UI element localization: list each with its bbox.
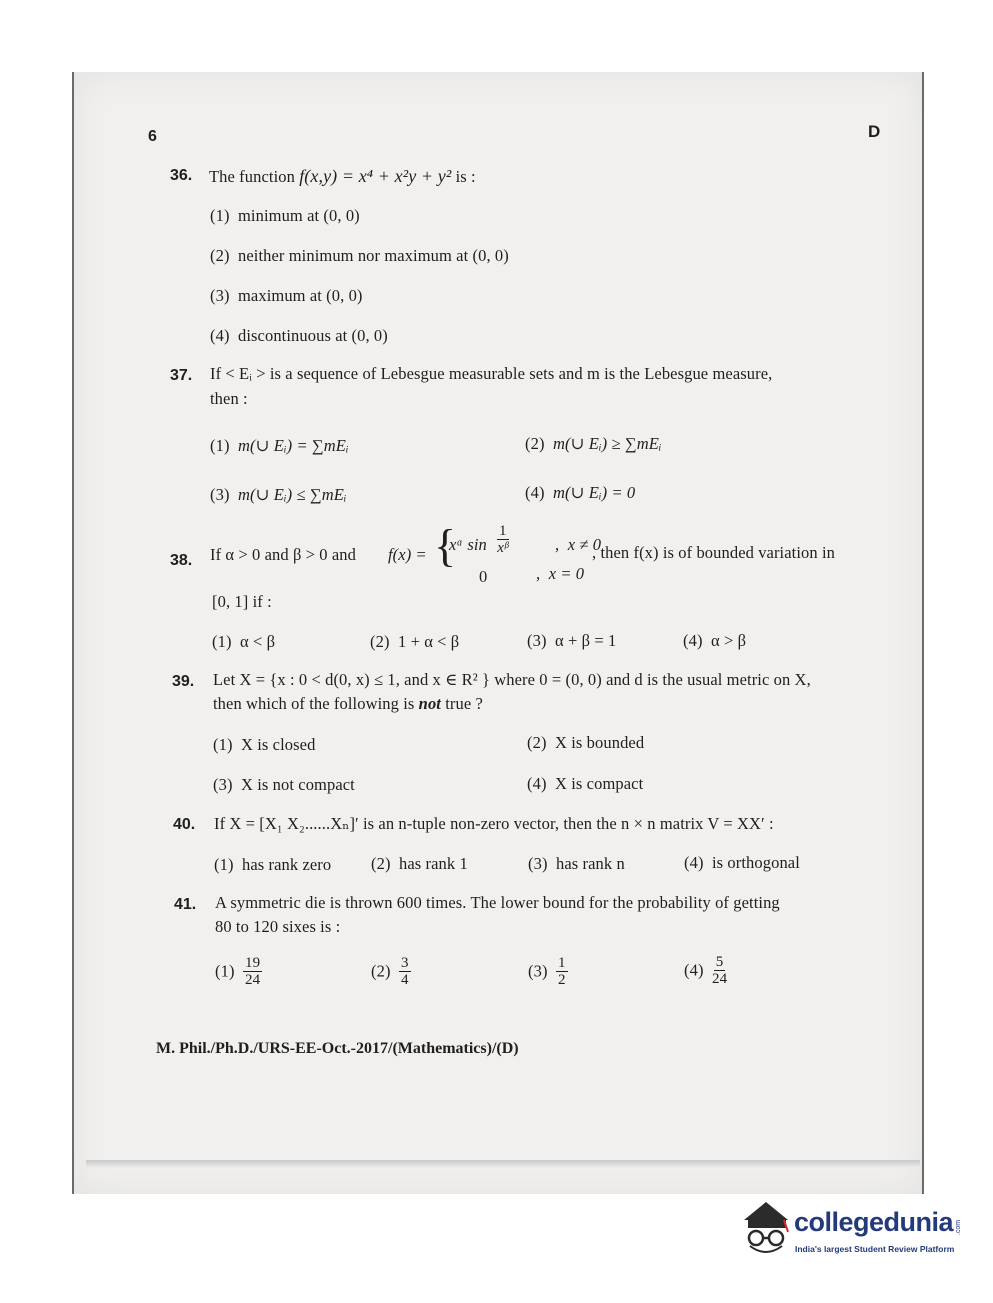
question-stem: If < Eᵢ > is a sequence of Lebesgue measurable sets and m is the Lebesgue measure, — [210, 364, 773, 383]
option: (1) X is closed — [213, 735, 316, 754]
option: (2) $\frac{3}{4}$ — [371, 955, 409, 988]
option: (4) α > β — [683, 631, 747, 650]
question-number: 40. — [173, 816, 196, 833]
question-number: 41. — [174, 896, 197, 913]
option: (1) m(∪ Eᵢ) = ∑mEᵢ — [210, 436, 349, 455]
option: (2) m(∪ Eᵢ) ≥ ∑mEᵢ — [525, 434, 662, 453]
brand-suffix: .com — [955, 1219, 963, 1236]
question-number: 36. — [170, 167, 193, 184]
question-stem: The function f(x,y) = x⁴ + x²y + y² is : — [209, 166, 476, 186]
option: (2) 1 + α < β — [370, 632, 460, 651]
option: (1) minimum at (0, 0) — [210, 206, 360, 225]
case1-fraction: $\frac{1}{\text{xᵝ}}$ — [497, 523, 509, 556]
scan-edge — [86, 1160, 920, 1168]
question-stem: Let X = {x : 0 < d(0, x) ≤ 1, and x ∈ R² } where 0 = (0, 0) and d is the usual metric on X, — [213, 670, 811, 689]
brand-name: collegedunia — [794, 1207, 954, 1237]
option: (4) m(∪ Eᵢ) = 0 — [525, 483, 636, 502]
option: (3) has rank n — [528, 854, 625, 873]
set-code: D — [868, 122, 881, 141]
page-number: 6 — [148, 128, 157, 145]
brand-tagline: India's largest Student Review Platform — [795, 1244, 955, 1254]
question-stem-cont: then : — [210, 389, 248, 408]
function-label: f(x) = — [388, 545, 427, 564]
option: (2) has rank 1 — [371, 854, 468, 873]
option: (2) neither minimum nor maximum at (0, 0) — [210, 246, 509, 265]
question-number: 37. — [170, 367, 193, 384]
question-stem-cont: [0, 1] if : — [212, 592, 272, 611]
scanned-page — [72, 72, 924, 1194]
case1-expression: xᵅ sin — [449, 535, 487, 554]
question-stem-cont: 80 to 120 sixes is : — [215, 917, 341, 936]
question-number: 38. — [170, 552, 193, 569]
option: (4) $\frac{5}{24}$ — [684, 954, 728, 987]
option: (4) X is compact — [527, 774, 644, 793]
option: (3) X is not compact — [213, 775, 355, 794]
paper-code-footer: M. Phil./Ph.D./URS-EE-Oct.-2017/(Mathematics)/(D) — [156, 1040, 519, 1057]
question-stem: If α > 0 and β > 0 and — [210, 545, 356, 564]
option: (1) α < β — [212, 632, 276, 651]
option: (4) discontinuous at (0, 0) — [210, 326, 388, 345]
case1-condition: , x ≠ 0 — [555, 535, 602, 554]
piecewise-brace: { — [434, 520, 457, 571]
question-stem-cont: then which of the following is not true ? — [213, 694, 483, 713]
question-stem-suffix: , then f(x) is of bounded variation in — [592, 543, 835, 562]
option: (3) $\frac{1}{2}$ — [528, 955, 566, 988]
option: (1) has rank zero — [214, 855, 332, 874]
question-stem: If X = [X₁ X₂......Xₙ]′ is an n-tuple non-zero vector, then the n × n matrix V = XX′ : — [214, 814, 774, 833]
option: (4) is orthogonal — [684, 853, 800, 872]
question-stem: A symmetric die is thrown 600 times. The lower bound for the probability of getting — [215, 893, 780, 912]
option: (1) $\frac{19}{24}$ — [215, 955, 261, 988]
question-number: 39. — [172, 673, 195, 690]
option: (2) X is bounded — [527, 733, 645, 752]
case2-condition: , x = 0 — [536, 564, 585, 583]
option: (3) m(∪ Eᵢ) ≤ ∑mEᵢ — [210, 485, 347, 504]
case2-expression: 0 — [479, 567, 488, 586]
option: (3) maximum at (0, 0) — [210, 286, 363, 305]
option: (3) α + β = 1 — [527, 631, 617, 650]
